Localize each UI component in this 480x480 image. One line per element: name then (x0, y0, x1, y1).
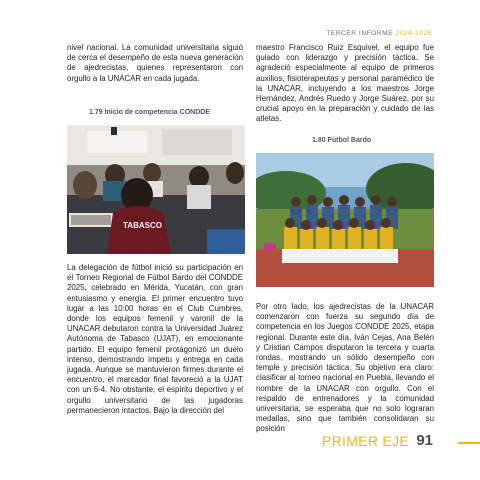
right-top-paragraph (256, 43, 434, 125)
left-top-paragraph (67, 43, 243, 84)
right-bottom-text: Por otro lado, los ajedrecistas de la UNACAR comenzaron con fuerza su segundo día de competencia en los Juegos CONDDE 2025, etapa regional. Durante este día, Iván Cejas, Ana Belén y Cristian Campos disputaron la tercera y cuarta rondas, mostrando un sólido desempeño con temple y precisión táctica. Su objetivo era claro: clasificar al torneo nacional en Puebla, llevando el nombre de la UNACAR con orgullo. Con el respaldo de entrenadores y la comunidad universitaria, se esperaba que no solo lograran medallas, sino que también consolidaran su posición (256, 302, 434, 434)
header-title: TERCER INFORME (326, 30, 394, 37)
chess-photo (67, 125, 245, 254)
football-team-photo (256, 153, 434, 287)
header-year: 2024-2025 (395, 30, 432, 37)
report-header (326, 30, 432, 37)
photo-shirt-text: TABASCO (123, 221, 162, 230)
section-label: PRIMER EJE (321, 433, 409, 449)
chess-photo-caption: 1.79 Inicio de competencia CONDDE (89, 109, 210, 116)
page-number: 91 (416, 432, 433, 449)
footer-accent-line (458, 442, 480, 444)
left-bottom-text: La delegación de fútbol inició su participación en el Torneo Regional de Fútbol Bardo del CONDDE 2025, celebrado en Mérida, Yucatán, con gran entusiasmo y energía. El primer encuentro tuvo lugar a las 10:00 horas en el Club Cumbres, donde los equipos femenil y varonil de la UNACAR debutaron contra la Universidad Juárez Autónoma de Tabasco (UJAT), en emocionante partido. El equipo femenil protagonizó un duelo intenso, demostrando ímpetu y entrega en cada jugada. Aunque se mantuvieron firmes durante el encuentro, el marcador final favoreció a la UJAT con un 6-4. No obstante, el espíritu deportivo y el orgullo universitario de las jugadoras permanecieron intactos. Bajo la dirección del (67, 263, 243, 415)
left-top-text: nivel nacional. La comunidad universitaria siguió de cerca el desempeño de esta nueva generación de ajedrecistas, quienes representaron con orgullo a la UNACAR en cada jugada. (67, 43, 243, 83)
football-photo-caption: 1.80 Fútbol Bardo (312, 137, 372, 144)
left-bottom-paragraph (67, 263, 243, 416)
right-top-text: maestro Francisco Ruiz Esquivel, el equipo fue guiado con liderazgo y precisión táctica. Se agradeció especialmente al equipo de primeros auxilios, fisioterapeutas y personal paramédico de la UNACAR, incluyendo a los maestros Jorge Hernández, Andrés Ruedo y Jorge Suárez, por su crucial apoyo en la preparación y cuidado de las atletas. (256, 43, 434, 124)
right-bottom-paragraph (256, 302, 434, 435)
